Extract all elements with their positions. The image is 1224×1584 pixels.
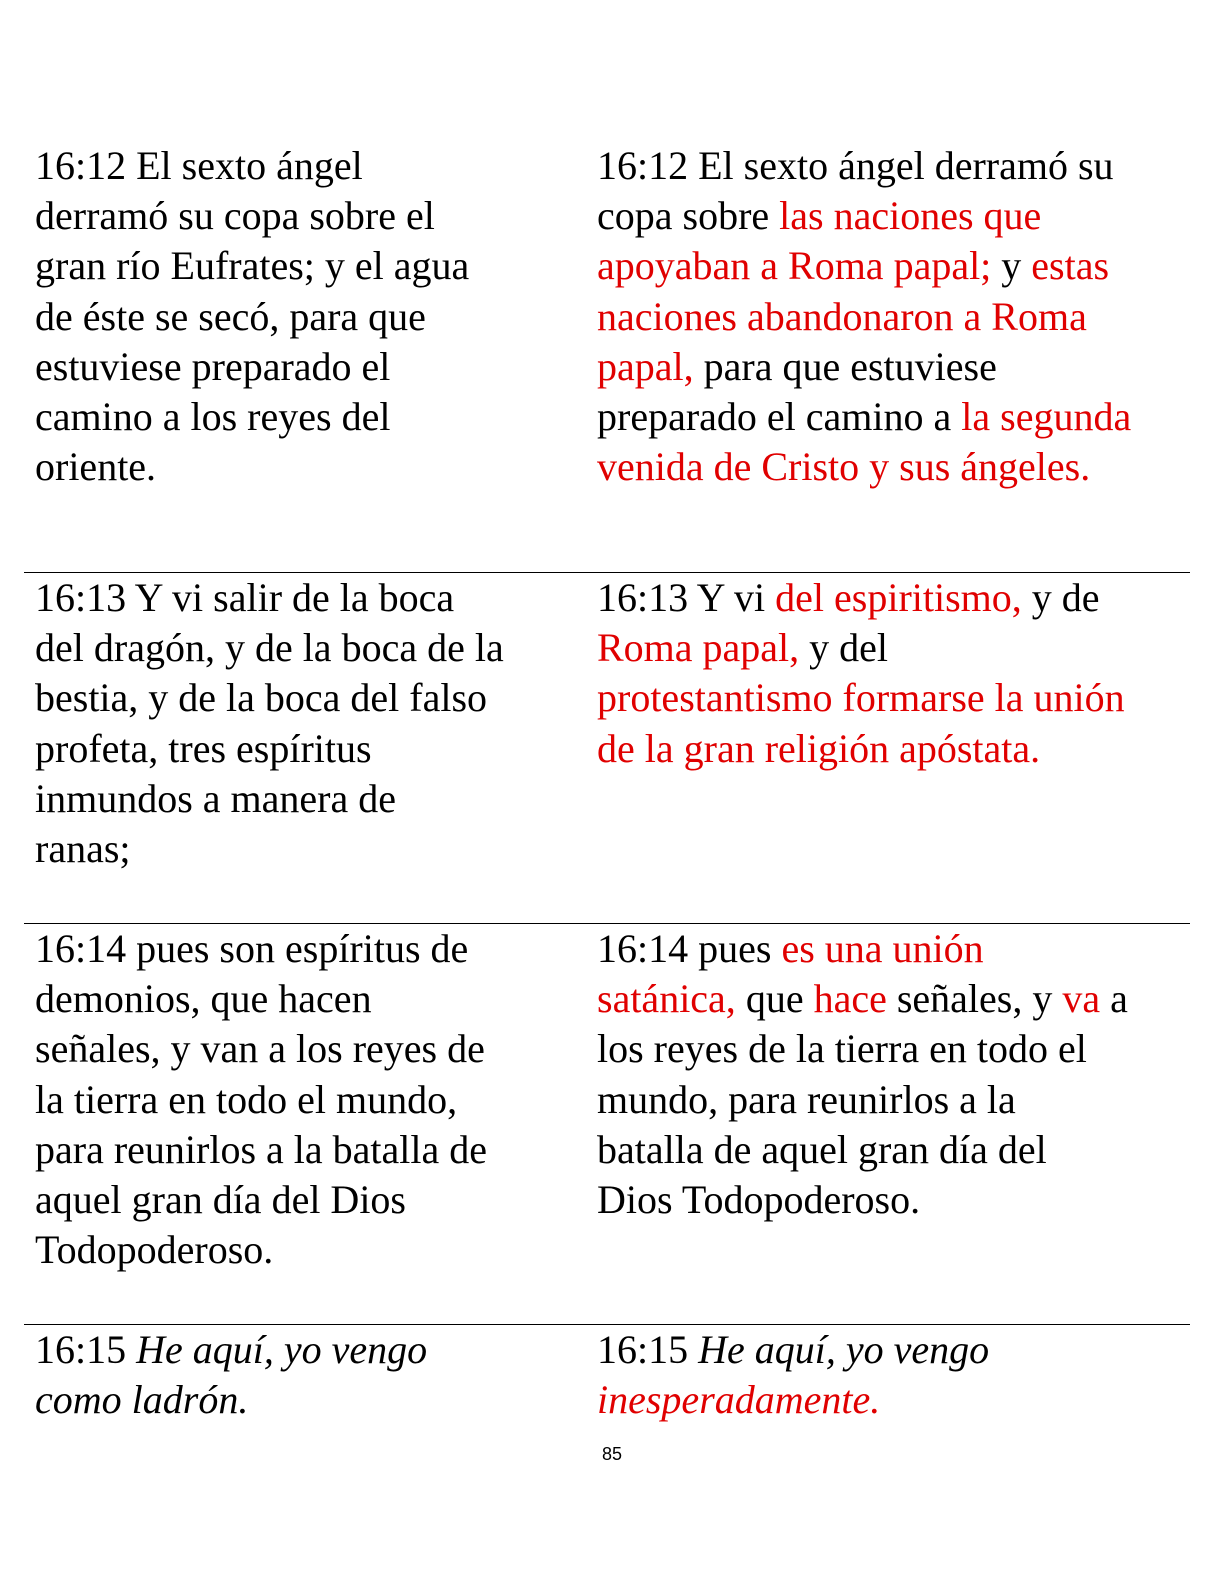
highlighted-phrase: va: [1062, 976, 1101, 1022]
text-run: de éste se secó, para que: [35, 293, 426, 339]
text-run: y: [991, 243, 1032, 289]
original-text-cell: [35, 573, 575, 874]
text-run: He aquí, yo vengo: [136, 1327, 428, 1372]
text-line: [35, 442, 575, 492]
text-line: [35, 1325, 575, 1375]
text-run: camino a los reyes del: [35, 393, 391, 439]
text-line: [597, 442, 1187, 492]
text-line: [597, 1125, 1187, 1175]
text-run: 16:14 pues son espíritus de: [35, 926, 469, 971]
text-run: para que estuviese: [693, 343, 997, 389]
highlighted-phrase: apoyaban a Roma papal;: [597, 243, 992, 289]
text-line: [35, 573, 575, 623]
text-line: [597, 1325, 1187, 1375]
interpretation-text-cell: [597, 141, 1187, 492]
original-text-cell: [35, 141, 575, 492]
text-run: gran río Eufrates; y el agua: [35, 243, 470, 289]
text-line: [35, 1125, 575, 1175]
highlighted-phrase: de la gran religión apóstata.: [597, 725, 1041, 771]
text-line: [35, 342, 575, 392]
text-run: Todopoderoso.: [35, 1227, 274, 1273]
highlighted-phrase: la segunda: [961, 393, 1132, 439]
text-run: copa sobre: [597, 193, 780, 239]
text-line: [597, 673, 1187, 723]
text-run: 16:13 Y vi: [597, 575, 776, 620]
text-line: [597, 974, 1187, 1024]
interpretation-text-cell: [597, 924, 1187, 1225]
text-line: [597, 342, 1187, 392]
text-run: los reyes de la tierra en todo el: [597, 1026, 1087, 1072]
text-line: [35, 974, 575, 1024]
text-line: [597, 1024, 1187, 1074]
text-line: [597, 141, 1187, 191]
interpretation-text-cell: [597, 1325, 1187, 1425]
text-line: [35, 141, 575, 191]
text-line: [35, 1225, 575, 1275]
text-line: [597, 924, 1187, 974]
highlighted-phrase: estas: [1031, 243, 1110, 289]
original-text-cell: [35, 1325, 575, 1425]
text-line: [597, 191, 1187, 241]
text-run: demonios, que hacen: [35, 976, 372, 1022]
text-run: 16:14 pues: [597, 926, 782, 971]
highlighted-phrase: venida de Cristo y sus ángeles.: [597, 444, 1091, 490]
highlighted-phrase: naciones abandonaron a Roma: [597, 293, 1087, 339]
text-line: [35, 774, 575, 824]
text-run: He aquí, yo vengo: [698, 1327, 990, 1372]
text-run: que: [735, 976, 814, 1022]
highlighted-phrase: las naciones que: [779, 193, 1042, 239]
highlighted-phrase: satánica,: [597, 976, 736, 1022]
text-line: [597, 1075, 1187, 1125]
highlighted-phrase: del espiritismo,: [775, 575, 1022, 620]
verse-row-16-13: [24, 572, 1190, 871]
text-run: la tierra en todo el mundo,: [35, 1076, 458, 1122]
text-line: [35, 392, 575, 442]
text-run: como ladrón.: [35, 1377, 249, 1423]
text-line: [35, 1375, 575, 1425]
highlighted-phrase: hace: [813, 976, 887, 1022]
text-run: 16:15: [35, 1327, 137, 1372]
text-run: aquel gran día del Dios: [35, 1176, 406, 1222]
text-run: bestia, y de la boca del falso: [35, 675, 488, 721]
text-run: a: [1100, 976, 1128, 1022]
text-run: y de: [1021, 575, 1100, 620]
text-run: señales, y: [886, 976, 1063, 1022]
highlighted-phrase: papal,: [597, 343, 694, 389]
text-run: del dragón, y de la boca de la: [35, 625, 504, 671]
text-run: 16:15: [597, 1327, 699, 1372]
text-run: preparado el camino a: [597, 393, 962, 439]
text-run: y del: [799, 625, 889, 671]
text-line: [35, 623, 575, 673]
text-line: [597, 623, 1187, 673]
text-line: [35, 1175, 575, 1225]
text-run: 16:12 El sexto ángel derramó su: [597, 143, 1114, 188]
text-line: [35, 924, 575, 974]
text-run: 16:13 Y vi salir de la boca: [35, 575, 455, 620]
verse-row-16-14: [24, 923, 1190, 1273]
highlighted-phrase: Roma papal,: [597, 625, 800, 671]
page-number: 85: [601, 1444, 623, 1464]
text-line: [35, 824, 575, 874]
text-run: para reunirlos a la batalla de: [35, 1126, 487, 1172]
text-run: mundo, para reunirlos a la: [597, 1076, 1016, 1122]
original-text-cell: [35, 924, 575, 1275]
text-line: [35, 673, 575, 723]
highlighted-phrase: protestantismo formarse la unión: [597, 675, 1125, 721]
text-line: [35, 1024, 575, 1074]
text-line: [35, 191, 575, 241]
highlighted-phrase: inesperadamente.: [597, 1377, 881, 1423]
interpretation-text-cell: [597, 573, 1187, 774]
text-line: [35, 724, 575, 774]
text-line: [35, 241, 575, 291]
highlighted-phrase: es una unión: [781, 926, 984, 971]
text-line: [597, 392, 1187, 442]
text-run: Dios Todopoderoso.: [597, 1176, 921, 1222]
text-line: [597, 292, 1187, 342]
verse-row-16-15: [24, 1324, 1190, 1423]
text-run: estuviese preparado el: [35, 343, 391, 389]
text-line: [35, 1075, 575, 1125]
text-line: [597, 573, 1187, 623]
text-run: señales, y van a los reyes de: [35, 1026, 485, 1072]
text-line: [35, 292, 575, 342]
text-run: oriente.: [35, 444, 157, 490]
text-run: batalla de aquel gran día del: [597, 1126, 1047, 1172]
text-line: [597, 724, 1187, 774]
text-run: 16:12 El sexto ángel: [35, 143, 363, 188]
text-line: [597, 1175, 1187, 1225]
text-run: profeta, tres espíritus: [35, 725, 372, 771]
text-run: inmundos a manera de: [35, 775, 396, 821]
text-line: [597, 241, 1187, 291]
text-run: derramó su copa sobre el: [35, 193, 435, 239]
text-run: ranas;: [35, 825, 131, 871]
text-line: [597, 1375, 1187, 1425]
